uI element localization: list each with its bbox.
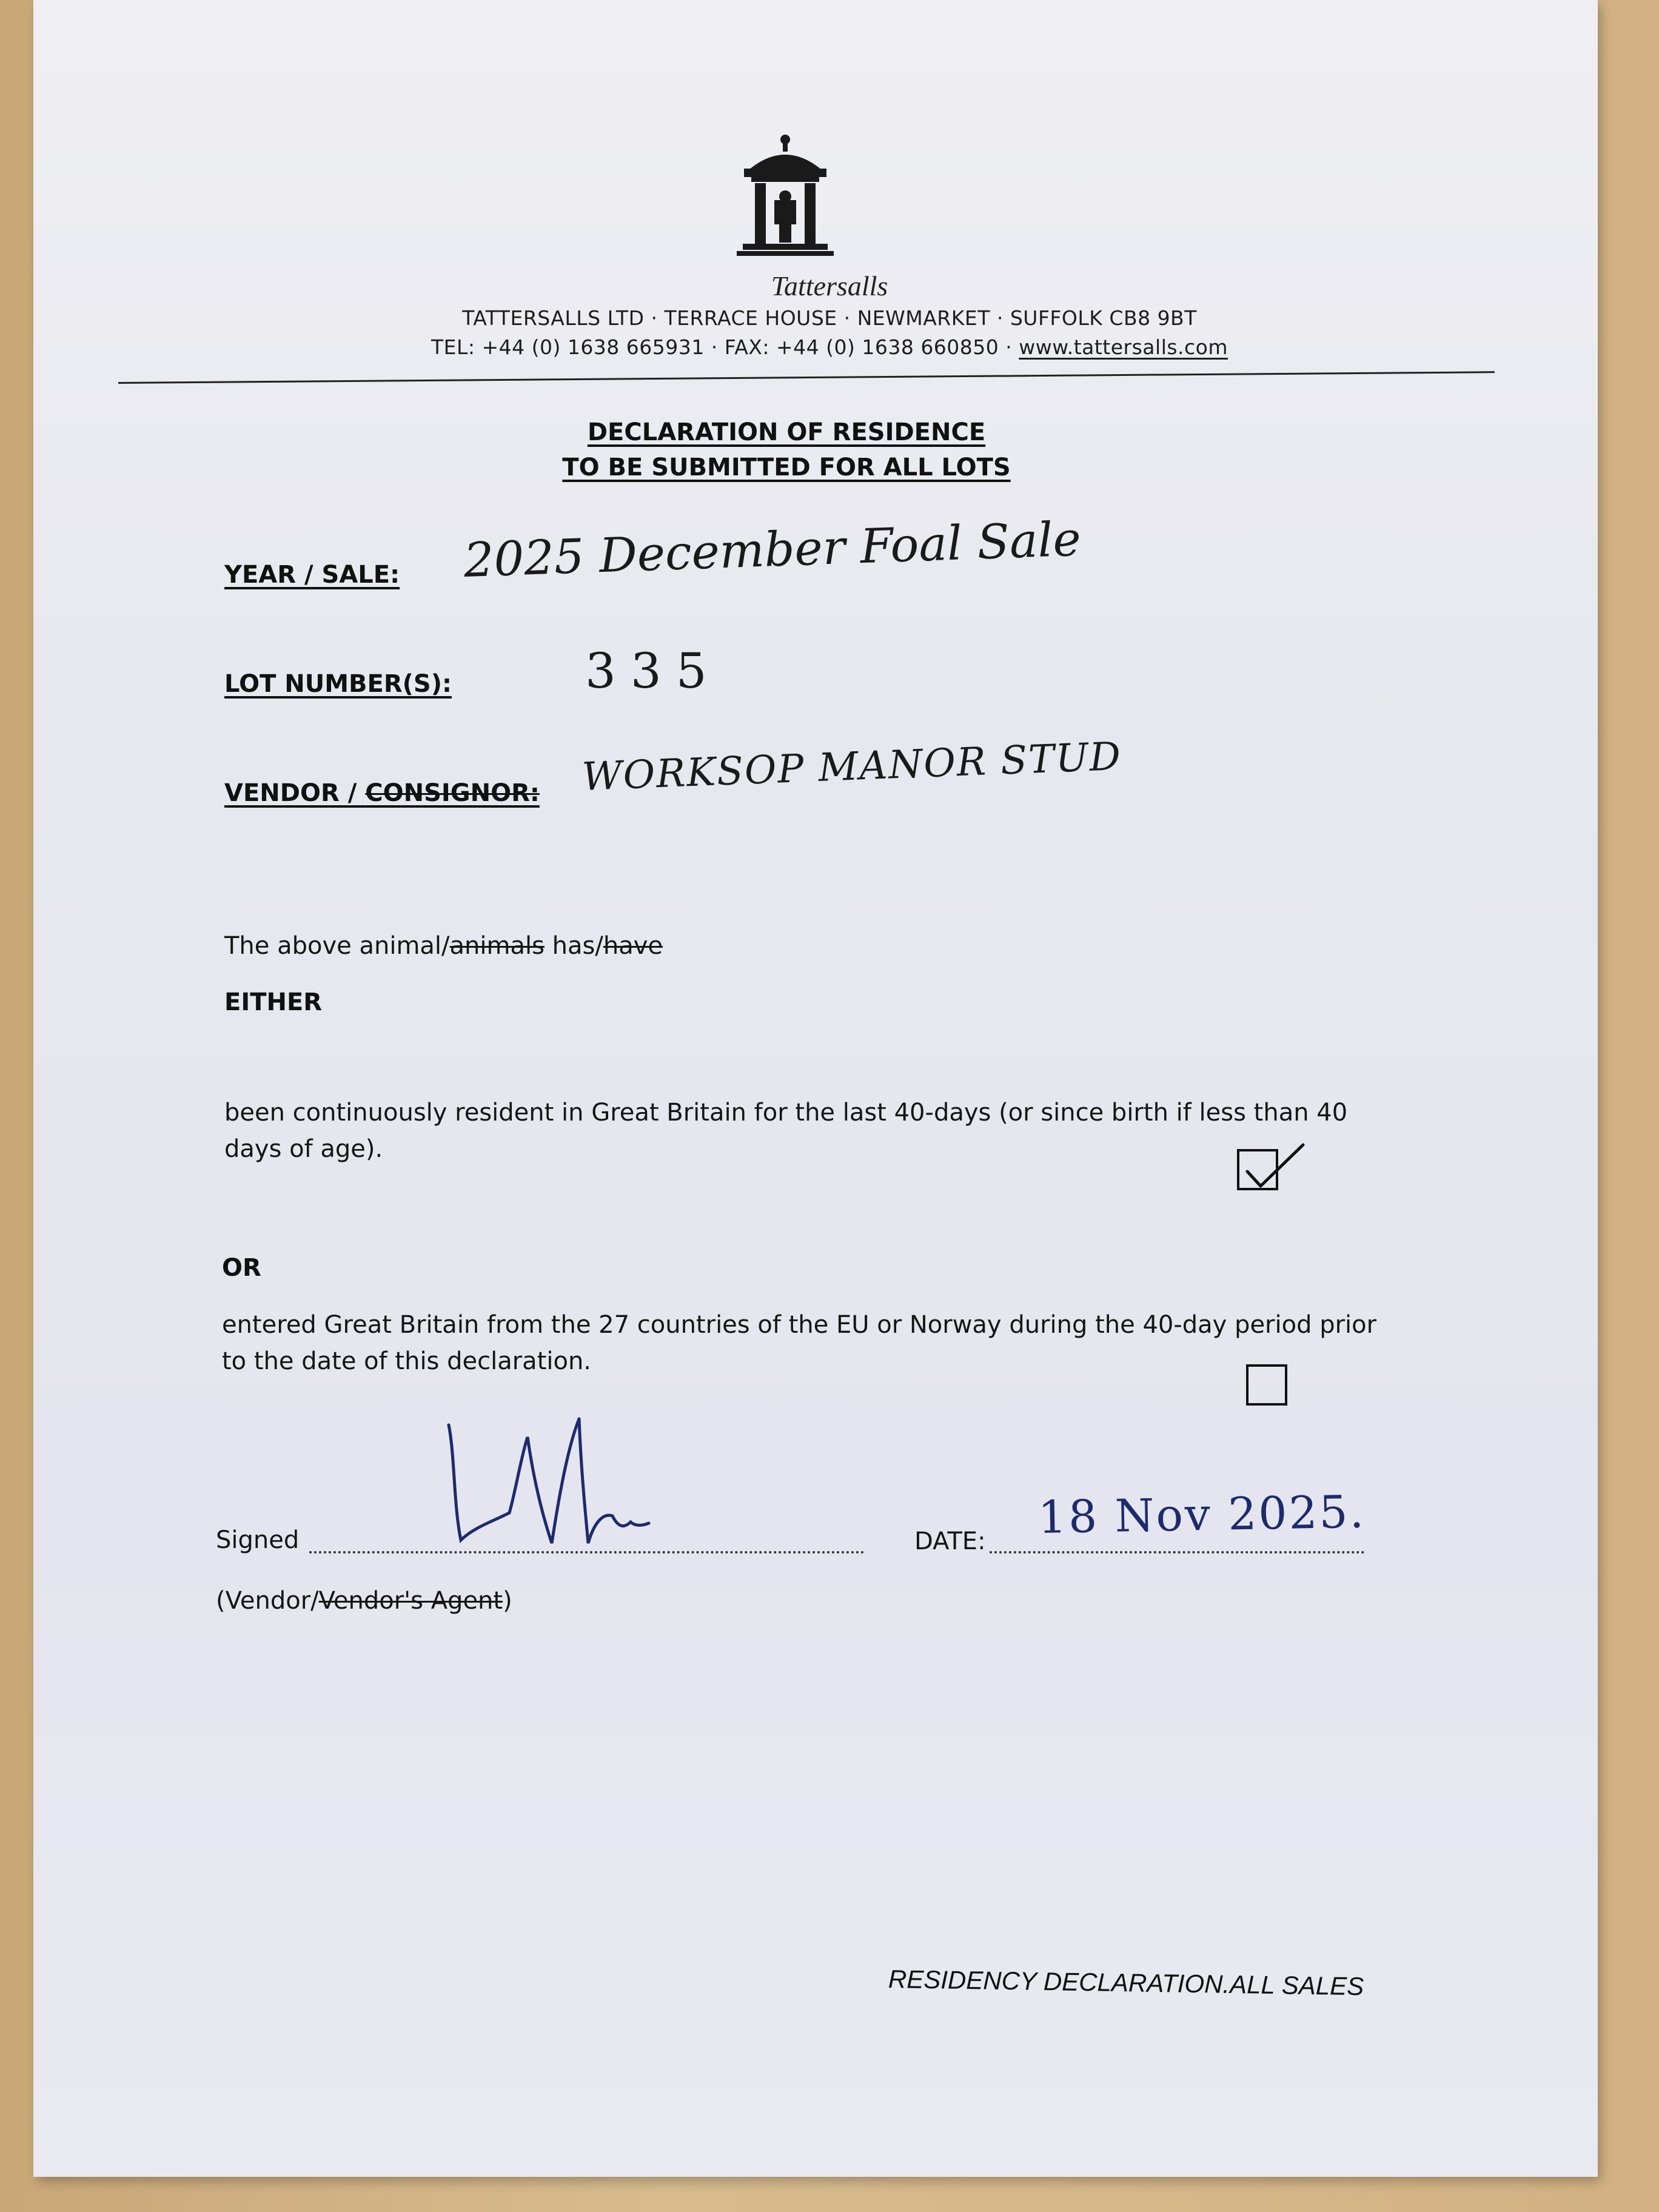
signer-role <box>216 1583 512 1619</box>
brand-name: Tattersalls <box>771 270 888 301</box>
role-suffix: ) <box>503 1587 512 1615</box>
either-label: EITHER <box>224 988 323 1016</box>
option-1-text: been continuously resident in Great Britain for the last 40-days (or since birth if less than 40 days of age). <box>224 1099 1348 1163</box>
website-link[interactable]: www.tattersalls.com <box>1019 335 1228 359</box>
title-line-2: TO BE SUBMITTED FOR ALL LOTS <box>562 454 1011 481</box>
statement-part-2: has/ <box>544 932 603 960</box>
form-footer: RESIDENCY DECLARATION.ALL SALES <box>888 1965 1364 2001</box>
contact-phone-fax: TEL: +44 (0) 1638 665931 · FAX: +44 (0) 1638 660850 · <box>431 335 1019 359</box>
year-sale-value[interactable]: 2025 December Foal Sale <box>463 512 1082 588</box>
struck-have: have <box>603 932 663 960</box>
title-line-1: DECLARATION OF RESIDENCE <box>587 418 986 446</box>
role-struck-agent: Vendor's Agent <box>318 1587 503 1615</box>
lot-number-value[interactable]: 335 <box>585 643 722 699</box>
date-line <box>990 1551 1364 1553</box>
company-address: TATTERSALLS LTD · TERRACE HOUSE · NEWMARKET · SUFFOLK CB8 9BT <box>462 306 1197 330</box>
tattersalls-logo-icon <box>725 133 846 267</box>
vendor-value[interactable]: WORKSOP MANOR STUD <box>581 734 1123 800</box>
checkmark-icon <box>1240 1140 1307 1195</box>
option-2-checkbox[interactable] <box>1246 1364 1287 1406</box>
date-value[interactable]: 18 Nov 2025. <box>1037 1486 1366 1544</box>
consignor-struck-text: CONSIGNOR: <box>365 779 540 807</box>
vendor-label <box>224 779 540 807</box>
statement-intro <box>224 928 663 964</box>
role-prefix: (Vendor/ <box>216 1587 319 1615</box>
statement-part-1: The above animal/ <box>224 932 450 960</box>
vendor-label-text: VENDOR / <box>224 779 366 807</box>
lot-number-label: LOT NUMBER(S): <box>224 670 452 698</box>
struck-animals: animals <box>449 932 545 960</box>
signed-label: Signed <box>216 1526 300 1554</box>
date-label: DATE: <box>914 1527 986 1555</box>
year-sale-label: YEAR / SALE: <box>224 561 400 589</box>
company-contact <box>0 335 1659 359</box>
option-2-text: entered Great Britain from the 27 countries of the EU or Norway during the 40-day period prior to the date of this declaration. <box>222 1311 1377 1375</box>
or-label: OR <box>222 1254 261 1282</box>
signature-image[interactable] <box>437 1407 655 1558</box>
